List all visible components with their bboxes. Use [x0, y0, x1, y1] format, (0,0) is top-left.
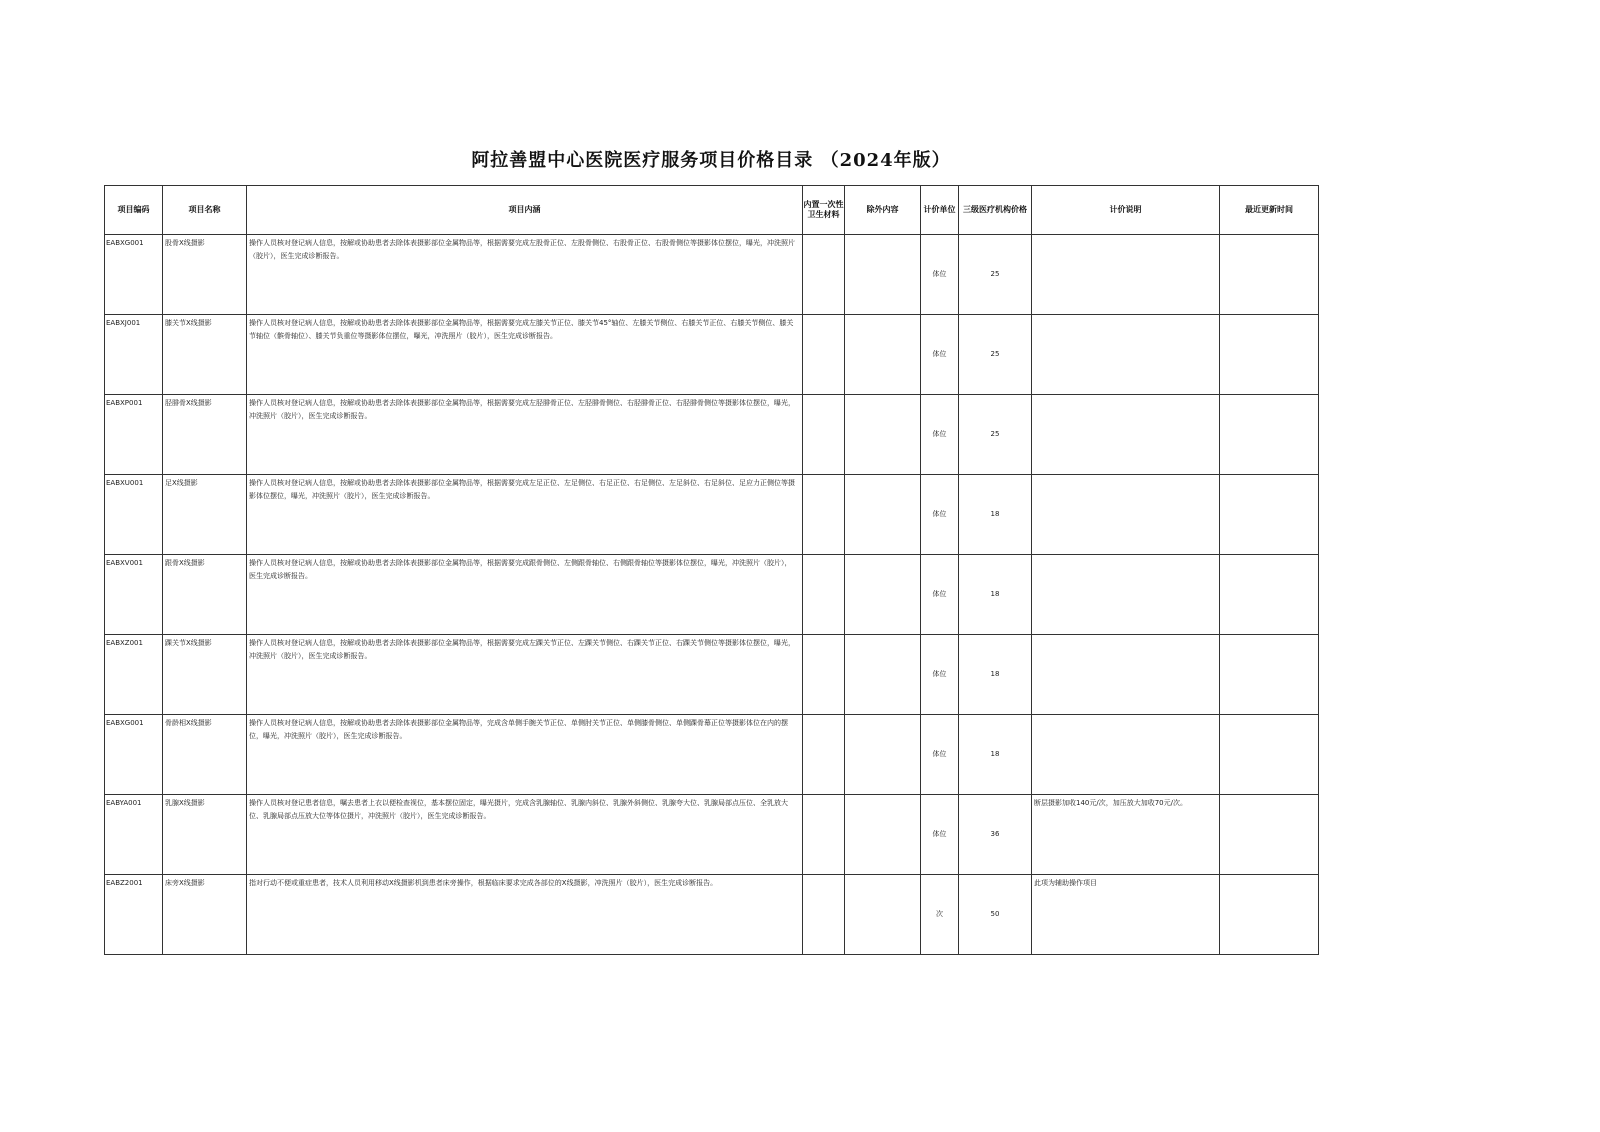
cell-code: EABXZ001: [105, 635, 163, 715]
table-row: [105, 795, 1319, 875]
cell-code: EABXG001: [105, 235, 163, 315]
table-row: [105, 395, 1319, 475]
cell-note: 此项为辅助操作项目: [1032, 875, 1220, 955]
cell-material: [803, 315, 845, 395]
cell-note: [1032, 715, 1220, 795]
table-row: [105, 635, 1319, 715]
cell-unit: 体位: [921, 715, 959, 795]
header-name: 项目名称: [163, 186, 247, 235]
cell-name: 胫腓骨X线摄影: [163, 395, 247, 475]
cell-unit: 体位: [921, 795, 959, 875]
cell-content: 操作人员核对登记病人信息，按解或协助患者去除体表摄影部位金属物品等，根据需要完成左足正位、左足侧位、右足正位、右足侧位、左足斜位、右足斜位、足应力正侧位等摄影体位摆位，曝光，冲洗照片（胶片），医生完成诊断报告。: [247, 475, 803, 555]
cell-excluded: [845, 875, 921, 955]
cell-excluded: [845, 315, 921, 395]
cell-code: EABXU001: [105, 475, 163, 555]
cell-price: 18: [959, 715, 1032, 795]
table-row: [105, 475, 1319, 555]
cell-price: 18: [959, 555, 1032, 635]
cell-content: 操作人员核对登记病人信息，按解或协助患者去除体表摄影部位金属物品等，根据需要完成左膝关节正位、膝关节45°轴位、左膝关节侧位、右膝关节正位、右膝关节侧位、膝关节轴位（髌骨轴位）、膝关节负重位等摄影体位摆位，曝光，冲洗照片（胶片），医生完成诊断报告。: [247, 315, 803, 395]
cell-price: 25: [959, 395, 1032, 475]
cell-updated: [1220, 635, 1319, 715]
cell-content: 操作人员核对登记病人信息，按解或协助患者去除体表摄影部位金属物品等，根据需要完成左胫腓骨正位、左胫腓骨侧位、右胫腓骨正位、右胫腓骨侧位等摄影体位摆位，曝光，冲洗照片（胶片），医生完成诊断报告。: [247, 395, 803, 475]
header-unit: 计价单位: [921, 186, 959, 235]
cell-price: 50: [959, 875, 1032, 955]
cell-unit: 体位: [921, 555, 959, 635]
cell-content: 操作人员核对登记患者信息，嘱去患者上衣以便检查视位，基本摆位固定，曝光摄片，完成含乳腺轴位、乳腺内斜位、乳腺外斜侧位、乳腺夸大位、乳腺局部点压位、全乳放大位、乳腺局部点压放大位等体位摄片，冲洗照片（胶片），医生完成诊断报告。: [247, 795, 803, 875]
cell-code: EABXV001: [105, 555, 163, 635]
cell-updated: [1220, 475, 1319, 555]
header-price: 三级医疗机构价格: [959, 186, 1032, 235]
cell-note: [1032, 635, 1220, 715]
cell-excluded: [845, 635, 921, 715]
cell-content: 操作人员核对登记病人信息，按解或协助患者去除体表摄影部位金属物品等，完成含单侧手腕关节正位、单侧肘关节正位、单侧膝骨侧位、单侧踝骨幕正位等摄影体位在内的摆位，曝光，冲洗照片（胶片），医生完成诊断报告。: [247, 715, 803, 795]
header-note: 计价说明: [1032, 186, 1220, 235]
table-row: [105, 315, 1319, 395]
cell-content: 指对行动不便或重症患者，技术人员利用移动X线摄影机到患者床旁操作，根据临床要求完成各部位的X线摄影，冲洗照片（胶片），医生完成诊断报告。: [247, 875, 803, 955]
cell-content: 操作人员核对登记病人信息，按解或协助患者去除体表摄影部位金属物品等，根据需要完成左股骨正位、左股骨侧位、右股骨正位、右股骨侧位等摄影体位摆位，曝光，冲洗照片（胶片），医生完成诊断报告。: [247, 235, 803, 315]
cell-name: 床旁X线摄影: [163, 875, 247, 955]
cell-excluded: [845, 795, 921, 875]
cell-note: [1032, 395, 1220, 475]
cell-name: 跟骨X线摄影: [163, 555, 247, 635]
cell-unit: 体位: [921, 475, 959, 555]
header-excluded: 除外内容: [845, 186, 921, 235]
header-content: 项目内涵: [247, 186, 803, 235]
cell-updated: [1220, 235, 1319, 315]
cell-note: 断层摄影加收140元/次，加压放大加收70元/次。: [1032, 795, 1220, 875]
cell-code: EABXP001: [105, 395, 163, 475]
cell-unit: 体位: [921, 235, 959, 315]
cell-name: 骨龄相X线摄影: [163, 715, 247, 795]
cell-material: [803, 875, 845, 955]
table-row: [105, 555, 1319, 635]
cell-price: 25: [959, 235, 1032, 315]
cell-unit: 次: [921, 875, 959, 955]
cell-price: 25: [959, 315, 1032, 395]
cell-content: 操作人员核对登记病人信息，按解或协助患者去除体表摄影部位金属物品等，根据需要完成左踝关节正位、左踝关节侧位、右踝关节正位、右踝关节侧位等摄影体位摆位，曝光，冲洗照片（胶片），医生完成诊断报告。: [247, 635, 803, 715]
cell-price: 18: [959, 635, 1032, 715]
cell-updated: [1220, 315, 1319, 395]
cell-excluded: [845, 475, 921, 555]
header-code: 项目编码: [105, 186, 163, 235]
cell-code: EABXG001: [105, 715, 163, 795]
cell-name: 股骨X线摄影: [163, 235, 247, 315]
cell-material: [803, 235, 845, 315]
cell-excluded: [845, 395, 921, 475]
cell-excluded: [845, 555, 921, 635]
header-updated: 最近更新时间: [1220, 186, 1319, 235]
cell-unit: 体位: [921, 395, 959, 475]
cell-excluded: [845, 715, 921, 795]
table-row: [105, 235, 1319, 315]
cell-note: [1032, 555, 1220, 635]
cell-note: [1032, 475, 1220, 555]
cell-code: EABXJ001: [105, 315, 163, 395]
cell-material: [803, 395, 845, 475]
cell-name: 乳腺X线摄影: [163, 795, 247, 875]
cell-unit: 体位: [921, 635, 959, 715]
table-row: [105, 875, 1319, 955]
cell-material: [803, 555, 845, 635]
cell-code: EABYA001: [105, 795, 163, 875]
cell-price: 18: [959, 475, 1032, 555]
cell-updated: [1220, 795, 1319, 875]
cell-updated: [1220, 395, 1319, 475]
cell-unit: 体位: [921, 315, 959, 395]
cell-material: [803, 635, 845, 715]
cell-updated: [1220, 875, 1319, 955]
header-material: 内置一次性卫生材料: [803, 186, 845, 235]
cell-note: [1032, 315, 1220, 395]
cell-name: 膝关节X线摄影: [163, 315, 247, 395]
cell-excluded: [845, 235, 921, 315]
cell-price: 36: [959, 795, 1032, 875]
page-title: 阿拉善盟中心医院医疗服务项目价格目录 （2024年版）: [471, 150, 951, 171]
cell-material: [803, 795, 845, 875]
price-table: [104, 185, 1319, 955]
cell-note: [1032, 235, 1220, 315]
table-row: [105, 715, 1319, 795]
cell-updated: [1220, 715, 1319, 795]
cell-updated: [1220, 555, 1319, 635]
cell-name: 踝关节X线摄影: [163, 635, 247, 715]
header-row: [105, 186, 1319, 235]
cell-name: 足X线摄影: [163, 475, 247, 555]
cell-content: 操作人员核对登记病人信息，按解或协助患者去除体表摄影部位金属物品等，根据需要完成跟骨侧位、左侧跟骨轴位、右侧跟骨轴位等摄影体位摆位，曝光，冲洗照片（胶片），医生完成诊断报告。: [247, 555, 803, 635]
cell-material: [803, 475, 845, 555]
cell-code: EABZ2001: [105, 875, 163, 955]
cell-material: [803, 715, 845, 795]
